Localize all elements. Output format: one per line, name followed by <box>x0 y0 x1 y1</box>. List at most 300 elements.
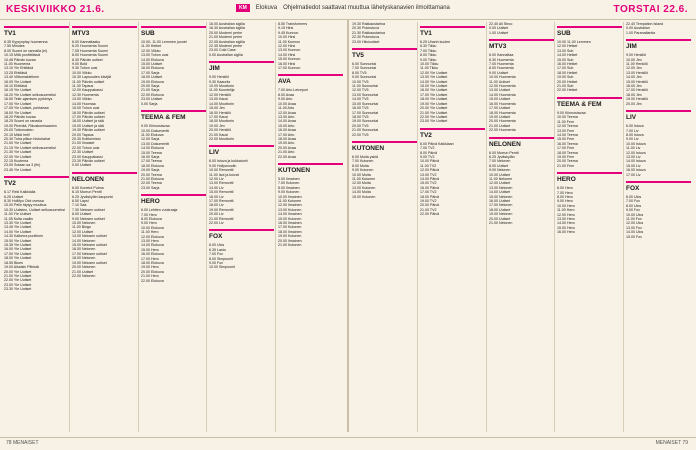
program-entry: 12.00 Elokuva <box>141 234 164 239</box>
program-entry: 10.00 Moottorin <box>209 84 234 89</box>
program-entry: 6.00 Muita yskiä <box>352 154 378 159</box>
program-entry: 9.00 Nelonen <box>489 168 511 173</box>
column-divider <box>486 22 487 432</box>
program-entry: 20.00 Tapaus <box>72 132 94 137</box>
program-entry: 15.00 Nelosen uutiset <box>72 243 107 248</box>
program-entry: 12.00 Muita <box>352 181 371 186</box>
channel-bar <box>4 176 69 178</box>
program-entry: 22.00 Elokuva <box>141 92 164 97</box>
program-entry: 14.00 Hetket <box>557 53 578 58</box>
channel-bar <box>4 26 69 28</box>
program-entry: 0.00 Australian <box>626 26 650 31</box>
program-entry: 12.00 TV5 <box>352 88 369 93</box>
program-entry: 10.00 Dokumentti <box>141 128 170 133</box>
program-entry: 12.00 Henkilö <box>209 92 231 97</box>
program-entry: 9.30 Tohon uusi <box>72 66 98 71</box>
program-entry: 12.00 Ulos <box>626 221 644 226</box>
program-entry: 22.15 Kuolema <box>4 158 29 163</box>
header-note <box>236 4 450 12</box>
listing-column <box>209 22 274 432</box>
channel-heading <box>352 141 417 153</box>
program-entry: 13.45 Yle Uutiset <box>4 225 32 230</box>
program-entry: 8.00 Avaa <box>278 92 294 97</box>
program-entry: 17.00 Sunnuntai <box>352 110 379 115</box>
program-entry: 21.15 Yle Uutiset selkosuomeksi <box>4 145 56 150</box>
program-entry: 15.00 Jim <box>209 106 225 111</box>
program-entry: 17.00 Henkilö <box>626 88 648 93</box>
program-entry: 10.00 Ilmainen <box>278 194 302 199</box>
program-entry: 15.00 Tohon uusi <box>72 106 100 111</box>
program-entry: 6.00 Lehtien vuokraaja <box>141 208 178 213</box>
program-entry: 17.00 Sarja <box>141 70 160 75</box>
channel-bar <box>557 97 622 99</box>
channel-bar <box>626 39 691 41</box>
program-entry: 11.00 Kutonen <box>278 199 302 203</box>
program-entry: 7.10 Saa <box>72 203 87 208</box>
program-entry: 11.00 Hetket <box>141 44 162 49</box>
program-entry: 9.00 TV2 <box>420 154 435 159</box>
program-entry: 6.00 Murrun Pentti <box>489 150 519 155</box>
program-entry: 7.00 Fox <box>209 252 223 257</box>
channel-heading <box>626 181 691 193</box>
channel-bar <box>278 74 343 76</box>
channel-bar <box>489 39 554 41</box>
program-entry: 21.00 TV2 <box>420 207 437 212</box>
program-entry: 15.00 Yle Uutiset <box>4 238 32 243</box>
program-entry: 10.00 Huomenta <box>489 75 516 80</box>
program-entry: 18.00 Uutiset <box>489 207 511 212</box>
program-entry: 19.00 Kutonen <box>278 234 302 239</box>
channel-heading <box>4 26 69 38</box>
program-entry: 9.00 Fox <box>626 208 640 213</box>
program-entry: 11.00 Yle Uutiset <box>4 212 32 217</box>
program-entry: 16.30 Australian sigilia <box>209 26 245 31</box>
channel-heading <box>420 128 485 140</box>
program-entry: 19.00 Remontti <box>209 207 234 212</box>
program-entry: 13.25 Ehtitäsä <box>4 70 27 75</box>
channel-bar <box>420 26 485 28</box>
program-entry: 19.00 Fem <box>557 154 575 159</box>
listing-column <box>420 22 485 432</box>
program-entry: 6.25 Uutiset <box>4 194 24 199</box>
program-entry: 18.00 Jim <box>626 92 642 97</box>
program-entry: 17.00 Kutonen <box>278 225 302 230</box>
program-entry: 16.00 Elokuva <box>141 66 164 71</box>
channel-bar <box>278 163 343 165</box>
program-entry: 16.00 Hetket <box>557 62 578 67</box>
channel-bar <box>72 26 137 28</box>
program-entry: 15.35 Yle Uutiset <box>4 243 32 248</box>
program-entry: 17.00 Liv <box>626 172 641 177</box>
program-entry: 18.00 Uutiset <box>141 75 163 80</box>
program-entry: 11.00 Fox <box>626 217 642 221</box>
program-entry: 23.00 Hiisiuutiset <box>352 39 380 44</box>
program-entry: 21.00 Uutiset <box>72 269 94 274</box>
channel-bar <box>489 137 554 139</box>
program-entry: 16.20 Yle Uutiset selkosuomeksi <box>4 92 56 97</box>
program-entry: 16.00 Päivän uutiset <box>72 110 105 115</box>
program-entry: 14.00 Ilmainen <box>278 212 302 217</box>
program-entry: 11.00 Hero <box>557 208 575 213</box>
program-entry: 22.00 Liv <box>209 221 224 226</box>
channel-name: TV2 <box>420 131 432 139</box>
program-entry: 16.00 Yle Uutiset <box>4 247 32 252</box>
channel-heading <box>4 176 69 188</box>
program-entry: 12.00 Hetket <box>557 44 578 49</box>
program-entry: 18.00 Ilmainen <box>278 229 302 234</box>
program-entry: 13.00 Kutonen <box>352 185 376 190</box>
channel-name: LIV <box>209 149 220 157</box>
program-entry: 8.00 Uutiset <box>489 163 509 168</box>
program-entry: 18.00 Moottorin <box>209 119 234 124</box>
program-entry: 21.00 Moderni perhe <box>209 35 243 40</box>
program-entry: 20.00 Moderni perhe <box>209 30 243 35</box>
channel-heading <box>209 229 274 241</box>
program-entry: 15.00 Uutiset <box>489 97 511 102</box>
channel-name: NELONEN <box>489 140 521 148</box>
program-entry: 6.15 Murrun Pentti <box>72 190 102 195</box>
channel-name: TV1 <box>4 30 16 37</box>
program-entry: 20.00 Tottumusten <box>4 128 34 133</box>
program-entry: 8.00 Simpsonit <box>209 256 233 261</box>
program-entry: 8.00 Tikku <box>420 53 437 58</box>
program-entry: 15.00 Teema <box>141 150 162 155</box>
program-entry: 21.00 Arto <box>278 150 295 155</box>
channel-bar <box>420 128 485 130</box>
program-entry: 21.00 Yle Uutiset <box>4 273 32 278</box>
program-entry: 16.00 Sarja <box>141 154 160 159</box>
channel-bar <box>352 141 417 143</box>
channel-name: MTV3 <box>489 43 507 51</box>
channel-name: HERO <box>141 198 160 206</box>
program-entry: 23.00 Yle Uutiset <box>4 282 32 287</box>
program-entry: 16.00 Nelonen <box>72 247 96 252</box>
channel-bar <box>352 48 417 50</box>
program-entry: 7.30 Nelosen uutiset <box>72 207 105 212</box>
program-entry: 21.00 Fem <box>557 163 575 168</box>
program-entry: 11.00 Henkilö <box>626 62 648 67</box>
program-entry: 6.25 Uhanh kuulee <box>420 40 451 44</box>
program-entry: 22.05 Australian sigilia <box>209 39 245 44</box>
program-entry: 10.00 Hirsi <box>278 35 296 40</box>
program-entry: 18.00 Elokuva <box>141 261 164 266</box>
program-entry: 23.00 Sotaan sa 3 (fin) <box>4 163 41 168</box>
program-entry: 15.00 Sub <box>557 57 574 62</box>
program-entry: 6.00 Konetut Pulma <box>72 185 104 190</box>
program-entry: 21.00 Sunnuntai <box>352 128 379 133</box>
program-entry: 12.00 Istuva <box>626 150 646 155</box>
channel-bar <box>626 110 691 112</box>
program-entry: 22.30 Pukeutuva <box>352 35 379 40</box>
program-entry: 23.00 Uutiset <box>141 97 163 102</box>
program-entry: 9.30 Kaaurlia <box>209 79 231 84</box>
program-entry: 11.00 Uutiset <box>489 79 510 84</box>
program-entry: 11.00 Kutonen <box>352 176 376 181</box>
program-entry: 17.00 Päivän uutiset <box>72 114 105 119</box>
column-divider <box>554 22 555 432</box>
program-entry: 10.15 Mitä ponttitöissä <box>4 53 40 58</box>
channel-name: HERO <box>557 176 576 184</box>
program-entry: 14.00 Päivä <box>420 176 439 181</box>
program-entry: 17.00 Kunnon <box>278 66 301 71</box>
program-entry: 19.30 Rakkaustarina <box>352 22 385 26</box>
program-entry: 19.00 Sub <box>557 75 574 80</box>
program-entry: 10.00 Uutiset <box>489 172 511 177</box>
program-entry: 22.00 TV5 <box>352 132 369 137</box>
channel-name: TV2 <box>4 180 16 188</box>
program-entry: 18.00 Yle Uutiset <box>4 256 32 261</box>
program-entry: 9.00 Kiinnostavaa <box>141 124 170 129</box>
note-brand: Elokuva <box>255 5 278 11</box>
program-entry: 22.35 Moderni perhe <box>209 44 243 49</box>
program-entry: 19.00 Sunnuntai <box>352 119 379 124</box>
channel-name: MTV3 <box>72 30 90 37</box>
program-entry: 19.00 Sarja <box>141 168 160 173</box>
program-entry: 13.00 Kutonen <box>278 207 302 212</box>
program-entry: 15.00 Arto <box>278 123 295 128</box>
program-entry: 17.00 Yle Uutiset <box>420 92 448 97</box>
program-entry: 17.00 Nelonen <box>489 203 513 208</box>
program-entry: 15.00 Yle Uutiset <box>420 84 448 89</box>
program-entry: 23.00 Cold Case <box>209 48 236 53</box>
program-entry: 12.00 Huomenta <box>489 84 516 89</box>
program-entry: 15.00 Fem <box>557 137 575 142</box>
channel-name: LIV <box>626 114 637 122</box>
program-entry: 14.00 Elokuva <box>141 57 164 62</box>
program-entry: 22.00 Yle Uutiset <box>420 114 448 119</box>
footer-right: MENAISET 79 <box>655 440 688 446</box>
listing-column <box>626 22 691 432</box>
channel-heading <box>209 145 274 157</box>
program-entry: 7.00 Kutonen <box>278 181 300 186</box>
program-entry: 9.15 Hirsi <box>278 26 294 31</box>
program-entry: 16.00 Australian sigilia <box>209 22 245 26</box>
program-entry: 23.30 Yle Uutiset <box>4 287 32 292</box>
program-entry: 10.00 Muita <box>352 172 371 177</box>
program-entry: 6.00 Ulos <box>209 243 225 248</box>
program-entry: 14.00 Liv <box>209 185 224 190</box>
program-entry: 12.30 Huomenta <box>72 92 99 97</box>
program-entry: 18.00 Yle Uutiset <box>420 97 448 102</box>
program-entry: 9.00 Kutonen <box>278 190 300 195</box>
program-entry: 20.00 Hetket <box>557 79 578 84</box>
program-entry: 10.00 Remontti <box>209 168 234 173</box>
channel-heading <box>141 110 206 122</box>
program-entry: 23.30 Päivän uutiset <box>72 158 105 163</box>
program-entry: 10.00 Nelonen <box>72 221 96 226</box>
program-entry: 9.00 Hero <box>557 199 573 204</box>
program-entry: 12.00 Sarja <box>141 137 160 142</box>
program-entry: 8.00 Uutiset <box>72 212 92 217</box>
channel-bar <box>72 172 137 174</box>
program-entry: 10.00 Avaa <box>278 101 296 106</box>
page-header <box>0 0 696 20</box>
program-entry: 11.00 Bingo <box>72 225 91 230</box>
column-divider <box>138 22 139 432</box>
program-entry: 6.00 Istuva <box>626 124 644 129</box>
channel-bar <box>209 229 274 231</box>
channel-name: TV5 <box>352 52 364 60</box>
program-entry: 22.00 Nelonen <box>72 273 96 278</box>
program-entry: 9.00 Liv <box>626 137 639 142</box>
program-entry: 8.00 Ilmainen <box>278 185 300 190</box>
program-entry: 16.00 Huomenta <box>489 101 516 106</box>
program-entry: 1.00 Paranatlantia <box>626 30 656 35</box>
program-entry: 6.25 Jyväskylän <box>489 154 515 159</box>
column-divider <box>206 22 207 432</box>
channel-heading <box>278 74 343 86</box>
channel-bar <box>557 172 622 174</box>
program-entry: 7.00 Nelonen <box>489 159 511 164</box>
program-entry: 15.00 Sunnuntai <box>352 101 379 106</box>
program-entry: 6.00 Sonnuntai <box>352 62 377 67</box>
program-entry: 14.00 Uutiset <box>489 190 511 195</box>
program-entry: 14.00 Ulos <box>626 230 644 235</box>
channel-bar <box>141 194 206 196</box>
channel-heading <box>141 194 206 206</box>
program-entry: 14.00 Avaa <box>278 119 296 124</box>
program-entry: 9.00 Kiinnostavaa <box>557 110 586 115</box>
program-entry: 11.00 Tikku <box>420 66 439 71</box>
program-entry: 10.00 Istuva <box>626 141 646 146</box>
program-entry: 13.00 Uutiset <box>489 88 511 93</box>
channel-heading <box>141 26 206 38</box>
program-entry: 12.00 Uutiset <box>489 181 511 186</box>
program-entry: 9.00 Arto <box>278 97 293 102</box>
program-entry: 16.00 Yle Uutiset <box>420 88 448 93</box>
program-entry: 22.00 Avaa <box>278 154 296 159</box>
program-entry: 14.00 TV5 <box>352 97 369 102</box>
day-right-title: TORSTAI 22.6. <box>613 4 688 15</box>
program-entry: 10.00 Pelin täytyy muuttua <box>4 203 47 208</box>
program-entry: 20.00 Avaa <box>278 145 296 150</box>
program-entry: 13.40 Viittomakielinen <box>4 75 40 80</box>
program-entry: 0.00 Uutiset <box>72 163 92 168</box>
program-entry: 20.15 Mikki heti! <box>4 132 30 137</box>
program-entry: 21.00 Kausi <box>209 132 228 137</box>
program-entry: 6.17 Reki Kaikkialla <box>4 190 36 195</box>
program-entry: 22.30 Uutiset <box>72 150 94 155</box>
program-entry: 18.00 TV5 <box>352 114 369 119</box>
program-entry: 15.00 Uutiset <box>141 62 163 67</box>
program-entry: 11.00 Arto <box>278 106 295 111</box>
program-entry: 10.00 Jim <box>626 57 642 62</box>
program-entry: 14.00 Istuva <box>626 159 646 164</box>
program-entry: 7.00 Liv <box>626 128 639 133</box>
program-entry: 20.00 Teema <box>141 172 162 177</box>
program-entry: 18.20 Päivän kuvaa <box>4 114 36 119</box>
program-entry: 14.00 Hirsi <box>278 52 296 57</box>
program-entry: 13.00 Fox <box>626 225 642 230</box>
program-entry: 20.00 Sarja <box>141 84 160 89</box>
program-entry: 16.00 Henkilö <box>209 110 231 115</box>
program-entry: 22.40 Tempation Island <box>626 22 664 26</box>
program-entry: 18.00 Liv <box>209 203 224 208</box>
program-entry: 12.00 Viikko <box>141 48 161 53</box>
program-entry: 20.00 Ilmainen <box>278 238 302 243</box>
program-entry: 21.30 Yle Uutiset <box>4 150 32 155</box>
program-entry: 10.00 Simpsonit <box>209 265 235 270</box>
program-entry: 19.00 Nelosen uutiset <box>72 260 107 265</box>
program-entry: 7.00 Hero <box>557 190 573 195</box>
program-entry: 16.00 Avaa <box>278 128 296 133</box>
program-entry: 13.00 Nelonen <box>489 185 513 190</box>
program-entry: 22.00 Hetket <box>557 88 578 93</box>
program-entry: 23.00 Sarja <box>141 185 160 190</box>
program-entry: 17.00 Sub <box>557 66 574 71</box>
program-entry: 20.30 Pukeutuva <box>352 26 379 31</box>
program-entry: 6.50 Lapsi <box>72 199 89 203</box>
program-entry: 18.25 Suomi on ranasla <box>4 119 42 124</box>
channel-name: TEEMA & FEM <box>557 100 602 108</box>
channel-name: FOX <box>626 184 640 192</box>
tv-listings <box>0 22 696 432</box>
column-divider <box>417 22 418 432</box>
program-entry: 21.30 Rakkaustarina <box>352 30 385 35</box>
program-entry: 8.00 Päivä <box>420 150 437 155</box>
program-entry: 17.00 Arto <box>278 132 295 137</box>
program-entry: 23.45 Yle Uutiset <box>4 167 32 172</box>
program-entry: 0.00 Sarja <box>141 101 158 106</box>
listing-column <box>557 22 622 432</box>
program-entry: 17.00 Yle Uutiset <box>4 101 32 106</box>
program-entry: 18.00 Yle Uutiset <box>4 110 32 115</box>
program-entry: 12.00 Ilmainen <box>278 203 302 208</box>
program-entry: 6.25 Jyväskylän kaupunki <box>72 194 113 199</box>
footer-left: 78 MENAISET <box>6 440 39 446</box>
day-left-title: KESKIVIIKKO 21.6. <box>6 4 105 15</box>
program-entry: 19.00 Arto <box>278 141 295 146</box>
column-divider <box>623 22 624 432</box>
program-entry: 15.00 Hero <box>141 247 159 252</box>
badge: KM <box>236 4 250 12</box>
program-entry: 9.00 Fox <box>209 261 223 266</box>
program-entry: 20.30 Kotitoimisto <box>72 136 101 141</box>
channel-bar <box>141 26 206 28</box>
program-entry: 19.00 Elokuva <box>141 79 164 84</box>
channel-heading <box>278 163 343 175</box>
program-entry: 20.00 Henkilö <box>209 128 231 133</box>
program-entry: 13.00 Arto <box>278 114 295 119</box>
program-entry: 6.35 Kyyrynplay huomenna <box>4 40 48 44</box>
program-entry: 23.00 Yle Uutiset <box>420 119 448 124</box>
program-entry: 13.00 Sub <box>557 48 574 53</box>
channel-heading <box>489 137 554 149</box>
program-entry: 16.00 Päivä <box>420 185 439 190</box>
program-entry: 18.00 Hetket <box>557 70 578 75</box>
program-entry: 17.00 Hero <box>141 256 159 261</box>
program-entry: 20.00 Päivä <box>420 203 439 208</box>
channel-heading <box>420 26 485 38</box>
program-entry: 13.00 Liv <box>626 154 641 159</box>
program-entry: 20.30 Tuha pilkun historiahat <box>4 136 50 141</box>
program-entry: 12.00 Yle Uutiset <box>420 70 448 75</box>
program-entry: 21.00 Elokuva <box>141 176 164 181</box>
program-entry: 19.00 Jim <box>209 123 225 128</box>
program-entry: 6.20 Huomenta Suomi <box>72 44 108 49</box>
program-entry: 16.05 Yle Uutiset <box>4 79 32 84</box>
program-entry: 7.00 Fox <box>626 199 640 204</box>
program-entry: 17.00 Teema <box>141 159 162 164</box>
program-entry: 8.00 TV5 <box>352 70 367 75</box>
channel-name: NELONEN <box>72 175 104 183</box>
program-entry: 14.00 Huomaa <box>72 101 96 106</box>
program-entry: 20.00 Teema <box>557 159 578 164</box>
program-entry: 16.15 Yle Uutiset <box>4 88 32 93</box>
program-entry: 1.00 Uutiset <box>489 30 509 35</box>
channel-name: KUTONEN <box>278 166 311 174</box>
program-entry: 11.00 TV2 <box>420 163 437 168</box>
